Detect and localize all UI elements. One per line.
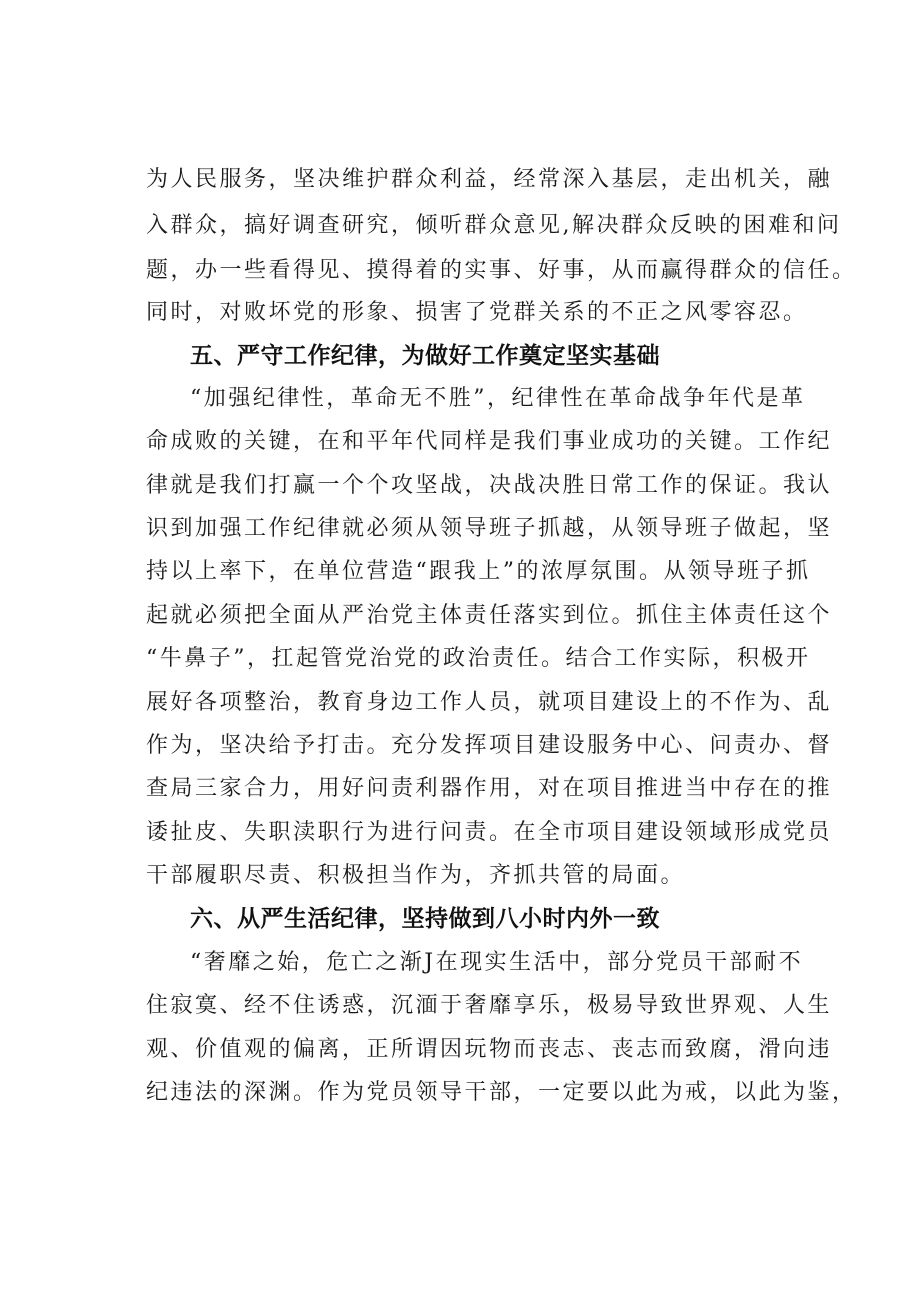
paragraph-line: 作为，坚决给予打击。充分发挥项目建设服务中心、问责办、督	[146, 733, 833, 758]
paragraph-line: 住寂寞、经不住诱惑，沉湎于奢靡享乐，极易导致世界观、人生	[146, 993, 833, 1018]
paragraph-line: 观、价值观的偏离，正所谓因玩物而丧志、丧志而致腐，滑向违	[146, 1037, 833, 1062]
paragraph-line: 干部履职尽责、积极担当作为，齐抓共管的局面。	[146, 863, 686, 888]
paragraph-line: 诿扯皮、失职渎职行为进行问责。在全市项目建设领域形成党员	[146, 820, 833, 845]
paragraph-line: 律就是我们打赢一个个攻坚战，决战决胜日常工作的保证。我认	[146, 473, 833, 498]
paragraph-line: 命成败的关键，在和平年代同样是我们事业成功的关键。工作纪	[146, 429, 833, 454]
paragraph-line: 为人民服务，坚决维护群众利益，经常深入基层，走出机关，融	[146, 167, 833, 192]
paragraph-line: 展好各项整治，教育身边工作人员，就项目建设上的不作为、乱	[146, 690, 833, 715]
section-heading-6: 六、从严生活纪律，坚持做到八小时内外一致	[190, 906, 660, 932]
paragraph-line: 起就必须把全面从严治党主体责任落实到位。抓住主体责任这个	[146, 603, 833, 628]
paragraph-line: 识到加强工作纪律就必须从领导班子抓越，从领导班子做起，坚	[146, 516, 833, 541]
paragraph-line: 查局三家合力，用好问责利器作用，对在项目推进当中存在的推	[146, 776, 833, 801]
paragraph-line: “奢靡之始，危亡之渐J在现实生活中，部分党员干部耐不	[190, 950, 804, 975]
paragraph-line: 纪违法的深渊。作为党员领导干部，一定要以此为戒，以此为鉴，	[146, 1080, 857, 1105]
paragraph-line: 题，办一些看得见、摸得着的实事、好事，从而赢得群众的信任。	[146, 258, 857, 283]
paragraph-line: 持以上率下，在单位营造“跟我上”的浓厚氛围。从领导班子抓	[146, 559, 811, 584]
paragraph-line: “加强纪律性，革命无不胜”，纪律性在革命战争年代是革	[190, 386, 806, 411]
paragraph-line: 同时，对败坏党的形象、损害了党群关系的不正之风零容忍。	[146, 300, 808, 325]
paragraph-line: 入群众，搞好调查研究，倾听群众意见,解决群众反映的困难和问	[146, 213, 842, 238]
section-heading-5: 五、严守工作纪律，为做好工作奠定坚实基础	[190, 343, 660, 369]
paragraph-line: “牛鼻子”，扛起管党治党的政治责任。结合工作实际，积极开	[146, 646, 811, 671]
